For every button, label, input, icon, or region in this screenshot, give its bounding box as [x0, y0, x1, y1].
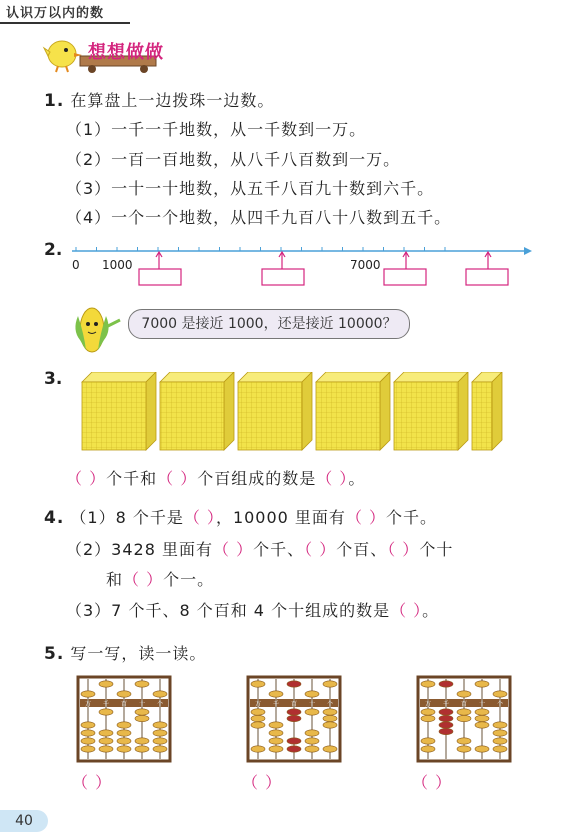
abacus-bead — [99, 709, 113, 715]
q3-text-3: 。 — [348, 469, 366, 488]
abacus-bead — [457, 709, 471, 715]
q4-1-text-c: 个千。 — [386, 508, 438, 527]
abacus-bead — [251, 715, 265, 721]
page-number: 40 — [0, 810, 48, 832]
q4-4-text-b: 。 — [422, 601, 440, 620]
abacus-bead — [305, 691, 319, 697]
q1-item-2: （2）一百一百地数，从八千八百数到一万。 — [66, 150, 401, 169]
q3-text-1: 个千和 — [106, 469, 158, 488]
answer-blank[interactable]: （ ） — [242, 773, 283, 792]
q4-line-3 — [106, 567, 214, 590]
abacus-bead — [135, 738, 149, 744]
abacus-bead — [117, 746, 131, 752]
blank-box[interactable] — [466, 269, 508, 285]
q3-number: 3. — [44, 369, 63, 389]
tick-label-1000: 1000 — [102, 258, 133, 272]
abacus-bead — [287, 746, 301, 752]
abacus-bead — [81, 691, 95, 697]
abacus-bead — [135, 709, 149, 715]
q4-number: 4. — [44, 508, 65, 528]
header-rule — [0, 22, 130, 24]
q4-2-text: （2）3428 里面有 — [66, 540, 213, 559]
answer-blank[interactable]: （ ） — [387, 540, 420, 559]
blank-box[interactable] — [384, 269, 426, 285]
abacus-bead — [251, 709, 265, 715]
abacus-bead — [287, 738, 301, 744]
q5-text: 写一写，读一读。 — [70, 644, 207, 663]
abacus-bead — [323, 709, 337, 715]
q4-line-4 — [66, 598, 439, 621]
abacus-bead — [99, 730, 113, 736]
q1-item-3: （3）一十一十地数，从五千八百九十数到六千。 — [66, 179, 435, 198]
q3-text-2: 个百组成的数是 — [197, 469, 317, 488]
abacus-bead — [439, 681, 453, 687]
abacus-bead — [81, 722, 95, 728]
q2-number: 2. — [44, 240, 63, 260]
q3-answer-line — [66, 466, 365, 489]
q4-3-text: 和 — [106, 570, 124, 589]
abacus-bead — [117, 738, 131, 744]
abacus-bead — [475, 715, 489, 721]
q5-line — [44, 641, 206, 664]
abacus-bead — [475, 746, 489, 752]
abacus-place-label: 千 — [272, 701, 280, 708]
abacus-bead — [81, 746, 95, 752]
abacus-bead — [305, 746, 319, 752]
answer-blank[interactable]: （ ） — [213, 540, 254, 559]
hundred-flat — [472, 372, 502, 450]
q4-4-text: （3）7 个千、8 个百和 4 个十组成的数是 — [66, 601, 391, 620]
speech-bubble: 7000 是接近 1000，还是接近 10000？ — [128, 309, 410, 339]
answer-blank[interactable]: （ ） — [390, 601, 423, 620]
q4-1-text: （1）8 个千是 — [70, 508, 184, 527]
abacus-bead — [153, 746, 167, 752]
abacus-place-label: 十 — [308, 701, 316, 708]
abacus-bead — [251, 722, 265, 728]
abacus-bead — [457, 746, 471, 752]
abacus-bead — [493, 722, 507, 728]
abacus-bead — [493, 730, 507, 736]
answer-blank[interactable]: （ ） — [72, 773, 113, 792]
abacus-bead — [439, 728, 453, 734]
abacus-bead — [305, 738, 319, 744]
abacus-bead — [81, 730, 95, 736]
q1-number: 1. — [44, 91, 65, 111]
q4-1-text-b: ，10000 里面有 — [215, 508, 346, 527]
tick-label-0: 0 — [72, 258, 80, 272]
abacus-bead — [117, 730, 131, 736]
q4-2-text-c: 个百、 — [336, 540, 388, 559]
header-title: 认识万以内的数 — [6, 6, 105, 21]
abacus-bead — [269, 730, 283, 736]
thousand-cube — [82, 372, 156, 450]
abacus-bead — [251, 681, 265, 687]
blank-box[interactable] — [139, 269, 181, 285]
abacus-bead — [421, 738, 435, 744]
q4-line-1 — [44, 505, 437, 528]
q1-item-4: （4）一个一个地数，从四千九百八十八数到五千。 — [66, 208, 452, 227]
abacus-bead — [99, 746, 113, 752]
abacus-1 — [76, 675, 172, 763]
section-title: 想想做做 — [88, 42, 164, 63]
abacus-bead — [269, 746, 283, 752]
q1-line — [44, 88, 274, 111]
abacus-bead — [457, 738, 471, 744]
q1-item-1: （1）一千一千地数，从一千数到一万。 — [66, 120, 367, 139]
q4-2-text-b: 个千、 — [253, 540, 305, 559]
q4-line-2 — [66, 537, 453, 560]
abacus-bead — [439, 715, 453, 721]
abacus-bead — [117, 722, 131, 728]
abacus-bead — [323, 715, 337, 721]
abacus-bead — [99, 738, 113, 744]
abacus-bead — [421, 715, 435, 721]
abacus-place-label: 个 — [156, 701, 164, 708]
answer-blank[interactable]: （ ） — [123, 570, 164, 589]
blank-box[interactable] — [262, 269, 304, 285]
abacus-place-label: 个 — [326, 701, 334, 708]
abacus-bead — [475, 722, 489, 728]
abacus-bead — [493, 738, 507, 744]
abacus-2 — [246, 675, 342, 763]
answer-blank[interactable]: （ ） — [157, 469, 198, 488]
abacus-bead — [135, 715, 149, 721]
abacus-bead — [439, 709, 453, 715]
abacus-bead — [457, 715, 471, 721]
abacus-bead — [269, 691, 283, 697]
answer-blank[interactable]: （ ） — [412, 773, 453, 792]
abacus-bead — [81, 738, 95, 744]
abacus-bead — [475, 709, 489, 715]
abacus-place-label: 个 — [496, 701, 504, 708]
number-line-markers — [139, 252, 508, 285]
abacus-3 — [416, 675, 512, 763]
abacus-bead — [421, 681, 435, 687]
abacus-bead — [135, 681, 149, 687]
abacus-bead — [323, 722, 337, 728]
abacus-bead — [287, 709, 301, 715]
abacus-bead — [493, 691, 507, 697]
abacus-bead — [269, 738, 283, 744]
abacus-place-label: 十 — [478, 701, 486, 708]
abacus-place-label: 万 — [424, 701, 432, 708]
place-value-blocks — [76, 372, 526, 454]
q4-3-text-b: 个一。 — [163, 570, 215, 589]
abacus-place-label: 万 — [84, 701, 92, 708]
abacus-bead — [287, 715, 301, 721]
abacus-bead — [439, 722, 453, 728]
thousand-cube — [238, 372, 312, 450]
abacus-bead — [421, 709, 435, 715]
abacus-bead — [153, 691, 167, 697]
thousand-cube — [160, 372, 234, 450]
q1-text: 在算盘上一边拨珠一边数。 — [70, 91, 275, 110]
number-line — [68, 242, 538, 290]
abacus-place-label: 十 — [138, 701, 146, 708]
answer-blank[interactable]: （ ） — [183, 508, 216, 527]
abacus-bead — [153, 722, 167, 728]
abacus-bead — [153, 730, 167, 736]
abacus-bead — [421, 746, 435, 752]
tick-label-7000: 7000 — [350, 258, 381, 272]
abacus-bead — [457, 691, 471, 697]
abacus-place-label: 万 — [254, 701, 262, 708]
abacus-bead — [287, 681, 301, 687]
abacus-place-label: 百 — [460, 701, 468, 708]
answer-blank[interactable]: （ ） — [345, 508, 387, 527]
abacus-bead — [323, 746, 337, 752]
abacus-bead — [251, 746, 265, 752]
abacus-place-label: 百 — [290, 701, 298, 708]
abacus-bead — [305, 730, 319, 736]
abacus-bead — [305, 709, 319, 715]
abacus-place-label: 百 — [120, 701, 128, 708]
abacus-bead — [493, 746, 507, 752]
thousand-cube — [394, 372, 468, 450]
abacus-bead — [117, 691, 131, 697]
answer-blank[interactable]: （ ） — [316, 469, 349, 488]
thousand-cube — [316, 372, 390, 450]
number-line-arrowhead — [524, 247, 532, 255]
answer-blank[interactable]: （ ） — [304, 540, 337, 559]
abacus-place-label: 千 — [442, 701, 450, 708]
abacus-bead — [323, 681, 337, 687]
q4-2-text-d: 个十 — [419, 540, 454, 559]
abacus-bead — [269, 722, 283, 728]
abacus-bead — [475, 681, 489, 687]
corn-mascot-illustration — [66, 300, 126, 360]
abacus-bead — [135, 746, 149, 752]
abacus-bead — [153, 738, 167, 744]
answer-blank[interactable]: （ ） — [66, 469, 107, 488]
q5-number: 5. — [44, 644, 65, 664]
abacus-place-label: 千 — [102, 701, 110, 708]
abacus-bead — [99, 681, 113, 687]
